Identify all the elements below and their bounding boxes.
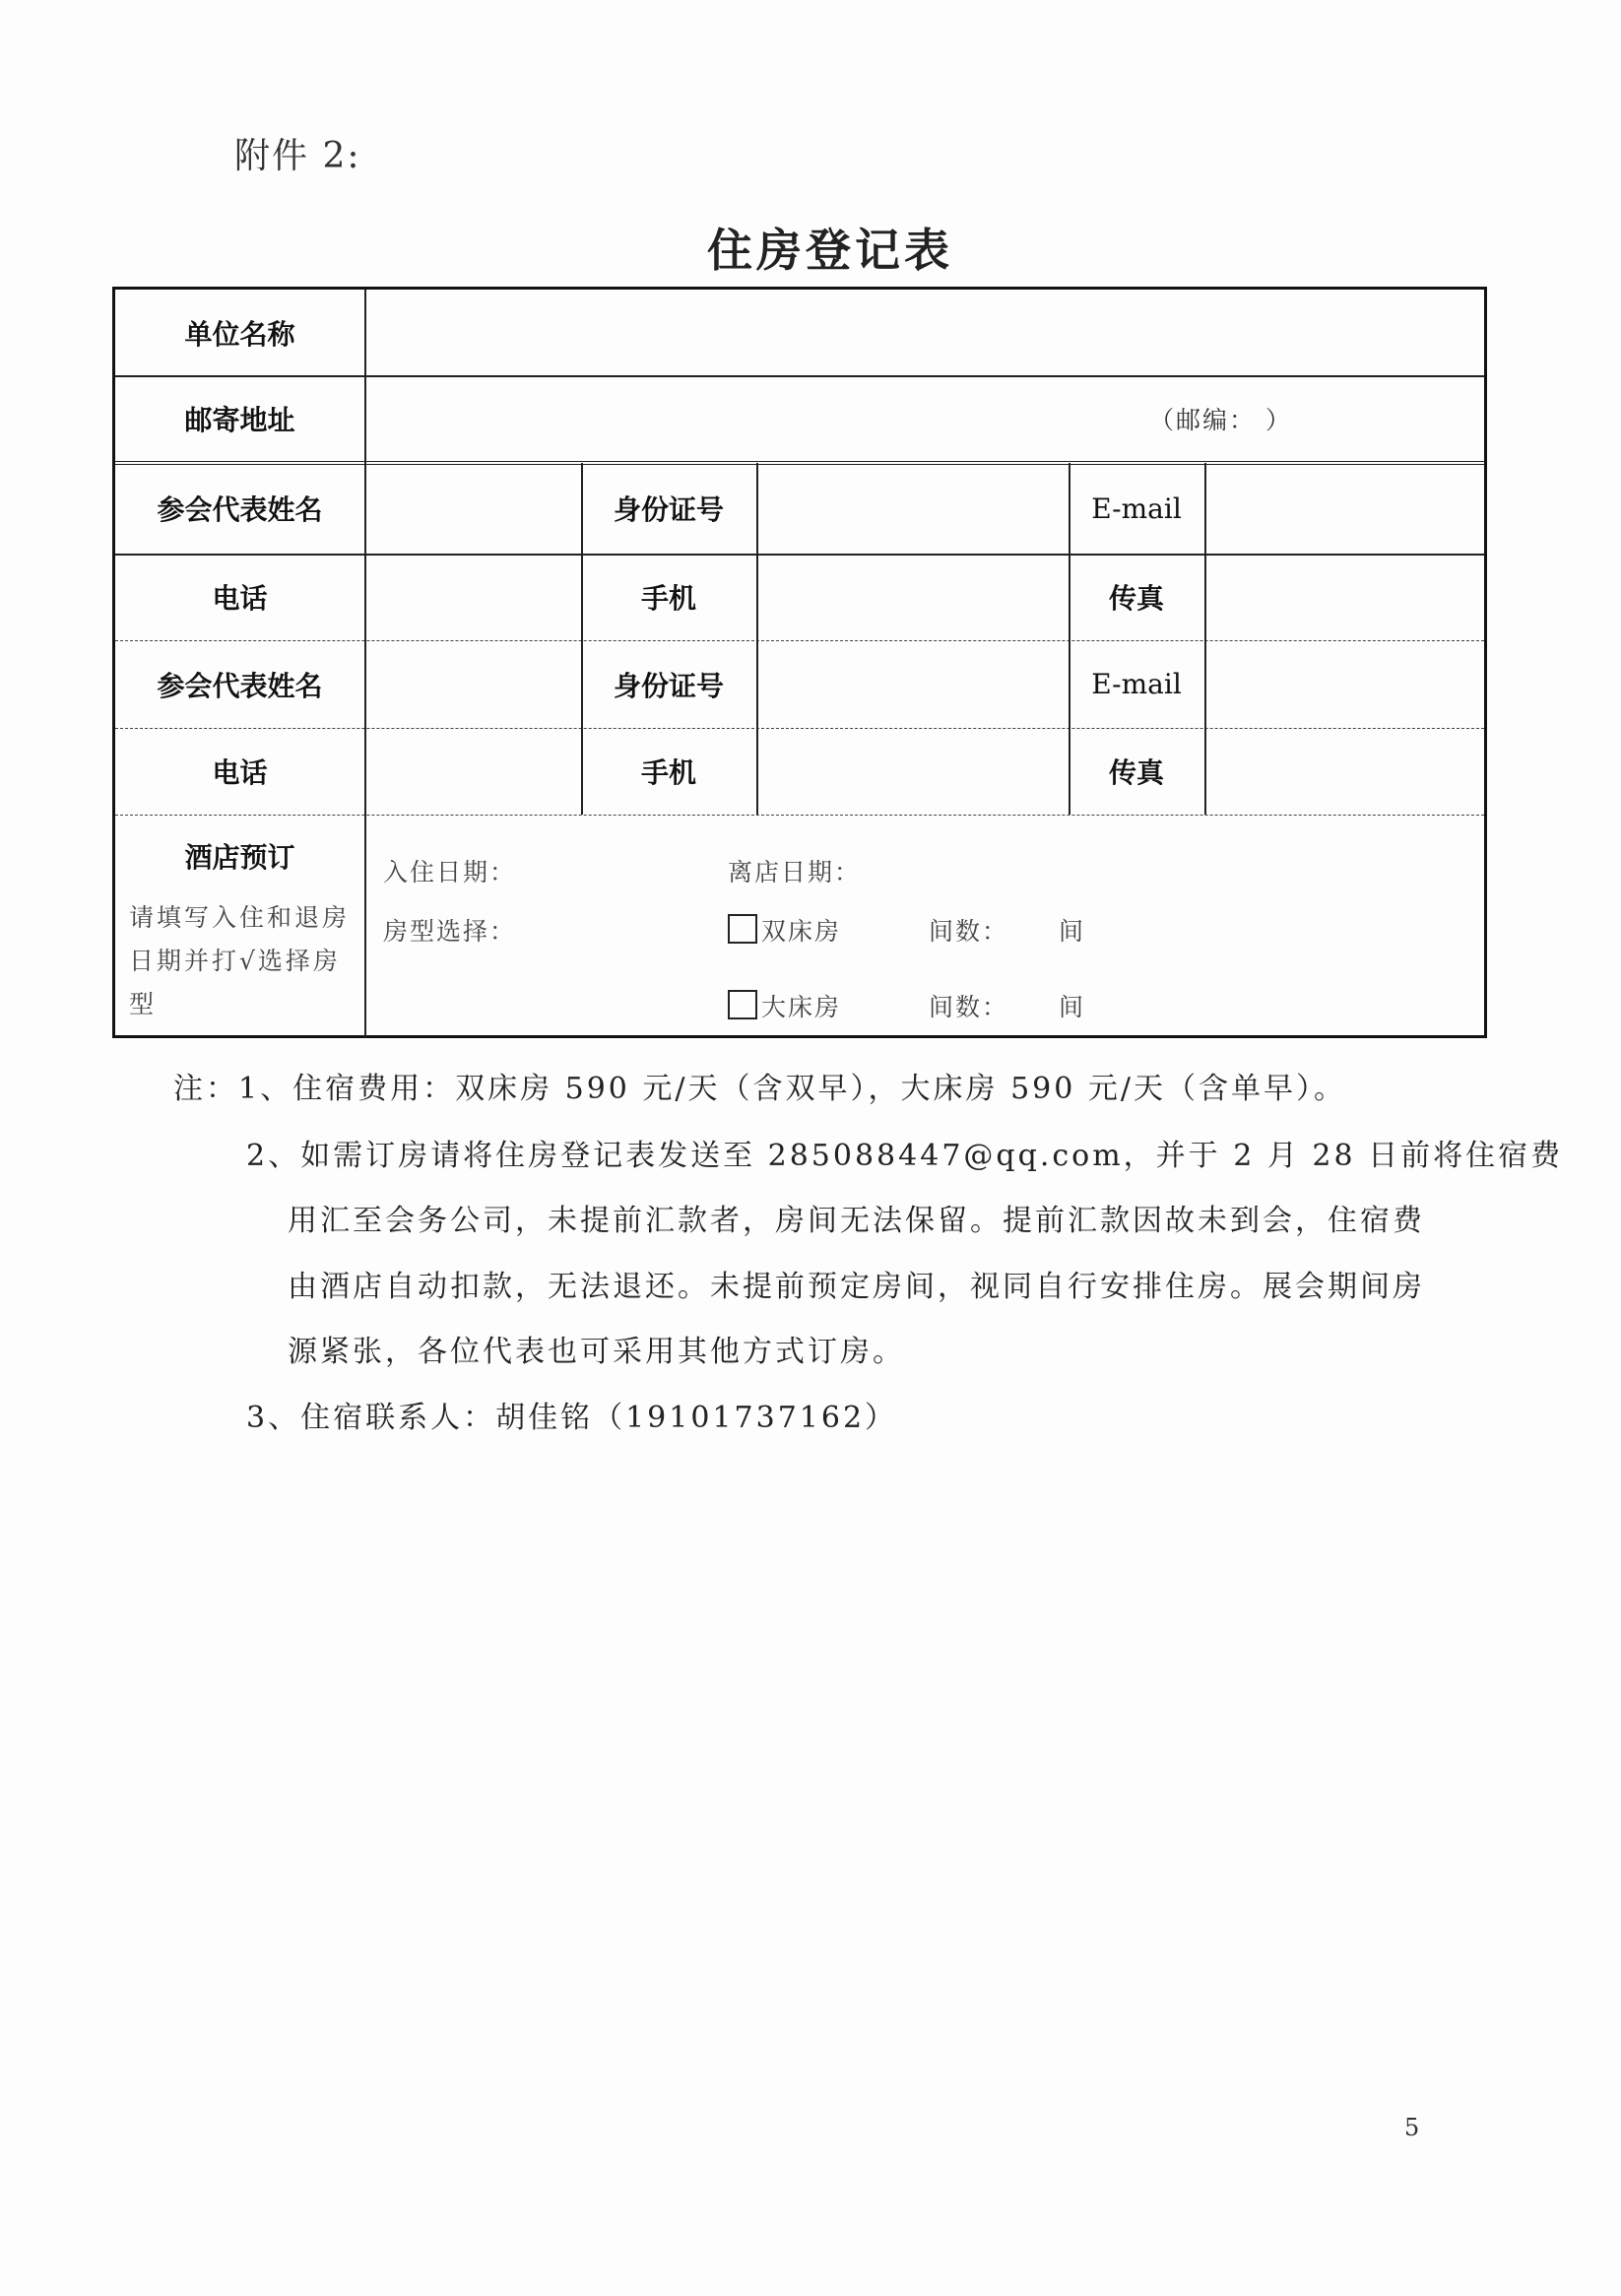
- room-type-label: 房型选择：: [383, 917, 517, 946]
- mobile-field[interactable]: [758, 554, 1069, 640]
- mail-address-field[interactable]: [366, 375, 1484, 461]
- mail-address-label: 邮寄地址: [184, 403, 295, 436]
- fax-field[interactable]: [1206, 554, 1484, 640]
- email-field[interactable]: [1206, 463, 1484, 554]
- unit-name-field[interactable]: [366, 290, 1484, 375]
- king-room-checkbox[interactable]: [728, 990, 757, 1019]
- mobile-label: 手机: [640, 582, 696, 615]
- note-2-line-4: 源紧张，各位代表也可采用其他方式订房。: [288, 1335, 905, 1369]
- note-3: 3、住宿联系人：胡佳铭（19101737162）: [246, 1401, 898, 1435]
- form-title: 住房登记表: [707, 224, 953, 277]
- king-room-option[interactable]: [728, 988, 841, 1023]
- row-divider: [115, 815, 1484, 816]
- checkout-label: 离店日期：: [728, 858, 862, 886]
- twin-room-unit: 间: [1059, 917, 1086, 946]
- rep-name-label: 参会代表姓名: [157, 493, 323, 526]
- note-1: 注：1、住宿费用：双床房 590 元/天（含双早），大床房 590 元/天（含单早）。: [173, 1072, 1346, 1106]
- note-2-line-3: 由酒店自动扣款，无法退还。未提前预定房间，视同自行安排住房。展会期间房: [288, 1270, 1425, 1304]
- phone-label-2: 电话: [212, 756, 268, 789]
- twin-room-checkbox[interactable]: [728, 914, 757, 944]
- note-2-line-1: 2、如需订房请将住房登记表发送至 285088447@qq.com，并于 2 月 28 日前将住宿费: [246, 1139, 1564, 1173]
- email-label-2: E-mail: [1091, 668, 1182, 700]
- twin-room-option[interactable]: [728, 912, 841, 948]
- email-label: E-mail: [1091, 492, 1182, 525]
- king-room-count-label: 间数：: [929, 993, 1009, 1021]
- id-number-field-2[interactable]: [758, 640, 1069, 728]
- attachment-label: 附件 2:: [234, 136, 361, 176]
- page-number: 5: [1404, 2114, 1420, 2141]
- id-number-label-2: 身份证号: [613, 669, 724, 702]
- mobile-field-2[interactable]: [758, 728, 1069, 815]
- fax-label: 传真: [1108, 582, 1164, 615]
- registration-form: [112, 287, 1487, 1038]
- twin-room-count-label: 间数：: [929, 917, 1009, 946]
- rep-name-field-2[interactable]: [366, 640, 581, 728]
- king-room-unit: 间: [1059, 993, 1086, 1021]
- email-field-2[interactable]: [1206, 640, 1484, 728]
- id-number-label: 身份证号: [613, 493, 724, 526]
- king-room-label: 大床房: [761, 993, 842, 1021]
- rep-name-field[interactable]: [366, 463, 581, 554]
- rep-name-label-2: 参会代表姓名: [157, 669, 323, 702]
- id-number-field[interactable]: [758, 463, 1069, 554]
- phone-label: 电话: [212, 582, 268, 615]
- postcode-label: （邮编： ）: [1149, 406, 1292, 434]
- checkin-label: 入住日期：: [383, 858, 517, 886]
- fax-label-2: 传真: [1108, 756, 1164, 789]
- phone-field[interactable]: [366, 554, 581, 640]
- hotel-booking-hint: 请填写入住和退房日期并打√选择房型: [129, 903, 351, 1018]
- mobile-label-2: 手机: [640, 756, 696, 789]
- hotel-booking-label: 酒店预订: [184, 841, 295, 874]
- phone-field-2[interactable]: [366, 728, 581, 815]
- note-2-line-2: 用汇至会务公司，未提前汇款者，房间无法保留。提前汇款因故未到会，住宿费: [288, 1204, 1425, 1238]
- unit-name-label: 单位名称: [184, 317, 295, 351]
- fax-field-2[interactable]: [1206, 728, 1484, 815]
- twin-room-label: 双床房: [761, 917, 842, 946]
